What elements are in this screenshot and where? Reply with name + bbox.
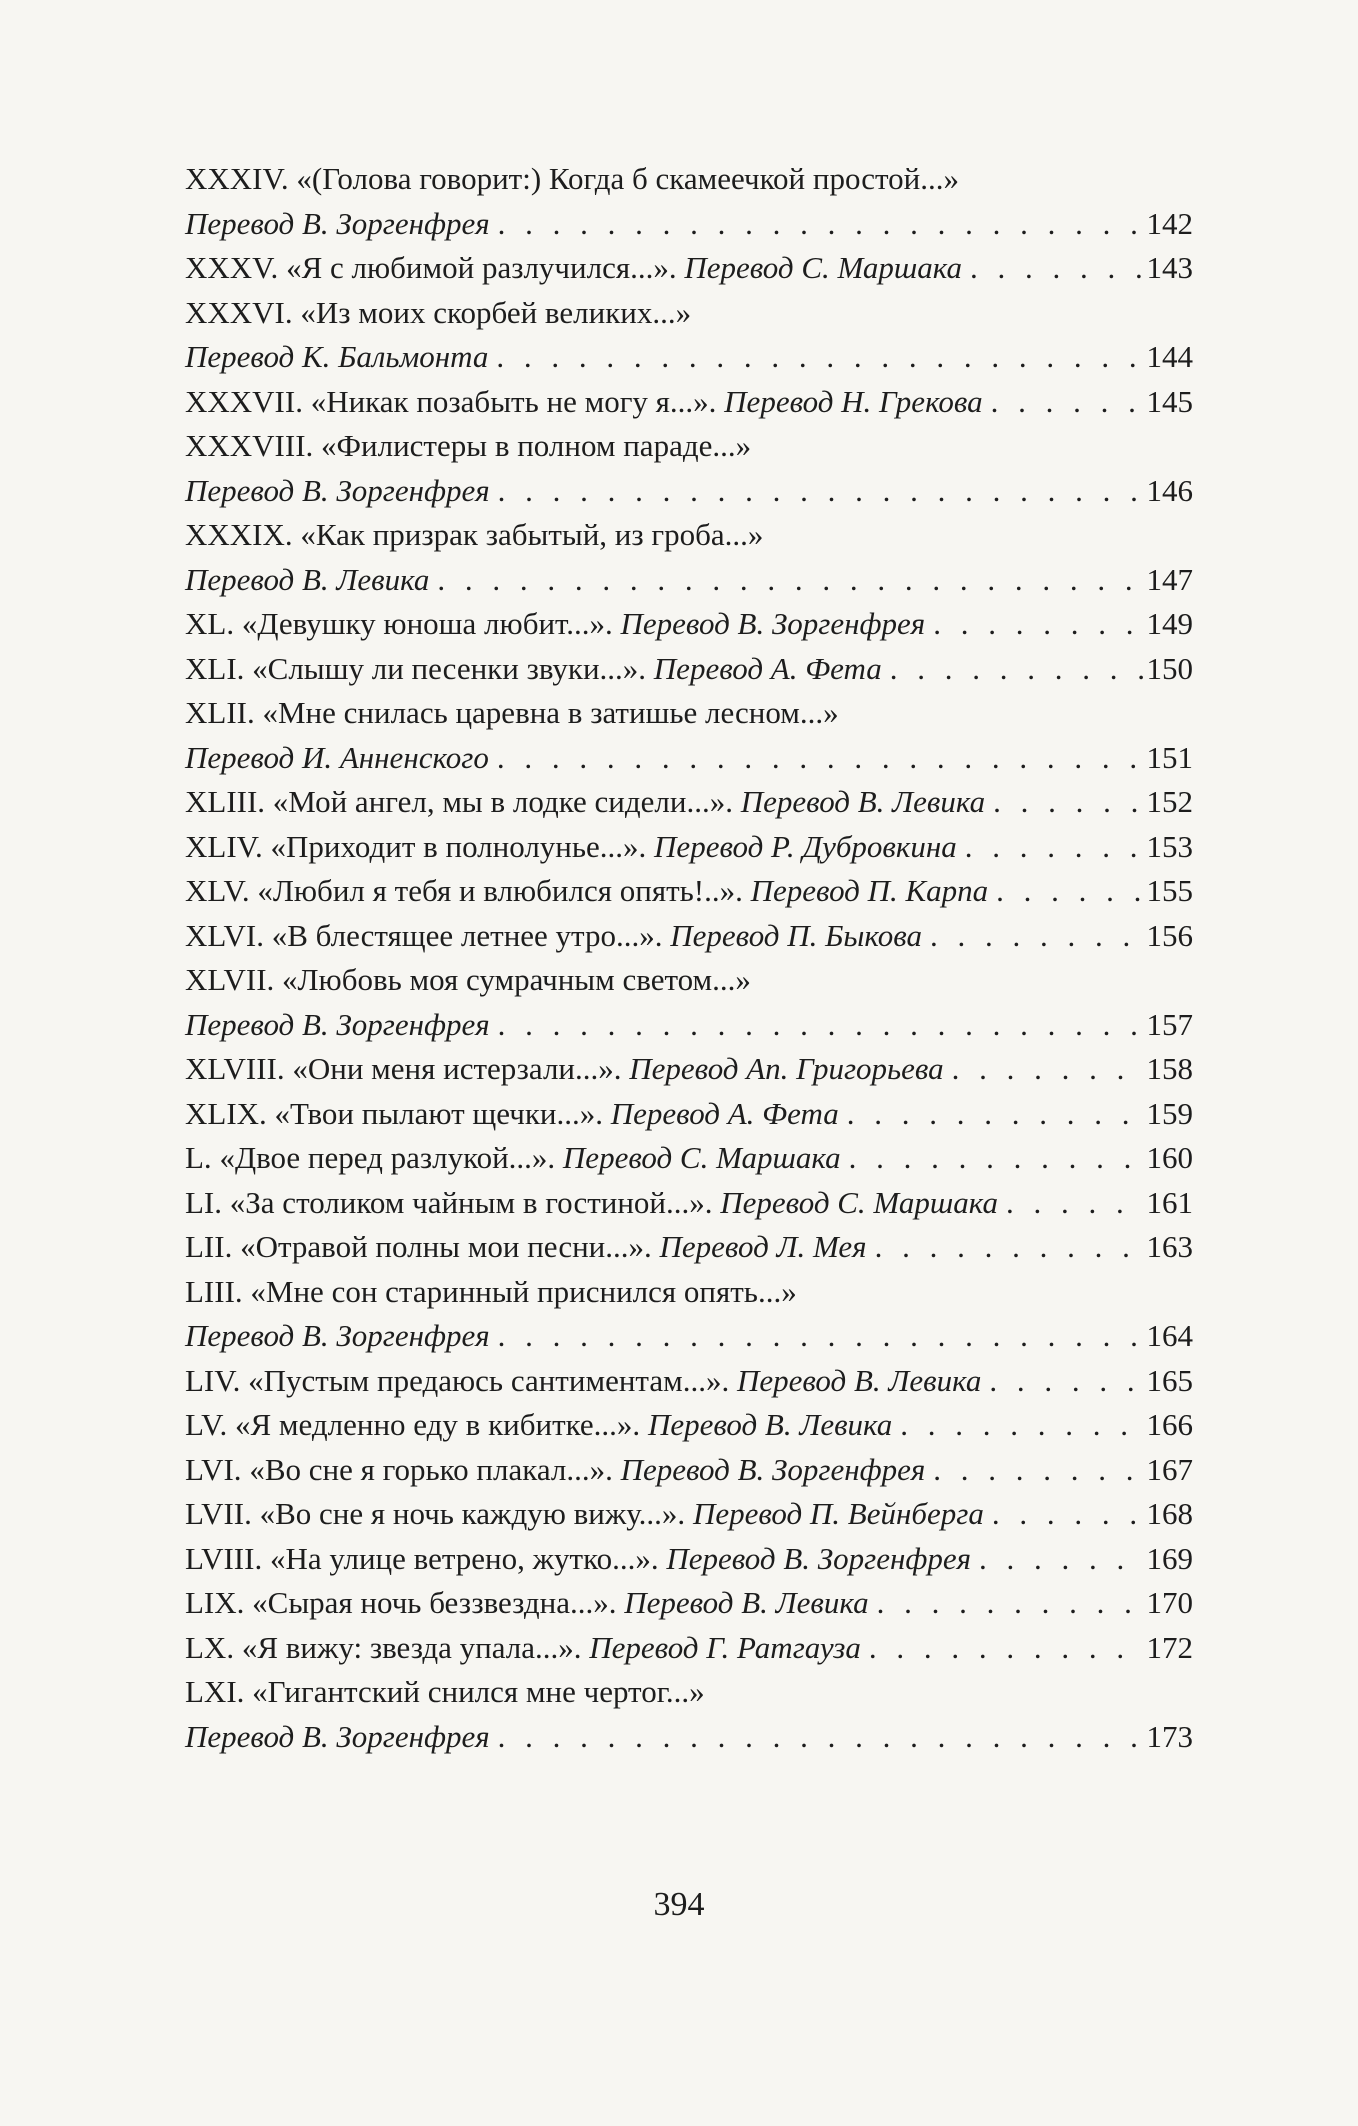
- toc-title: «Любил я тебя и влюбился опять!..».: [257, 873, 743, 908]
- toc-page-number: 142: [1146, 205, 1193, 241]
- toc-translator: Перевод В. Левика: [185, 561, 430, 597]
- toc-entry: [185, 1626, 1193, 1671]
- toc-heading: [185, 1626, 861, 1671]
- toc-title: «Никак позабыть не могу я...».: [310, 383, 717, 419]
- toc-translator: Перевод В. Зоргенфрея: [185, 1006, 490, 1042]
- toc-translator-line: [185, 1715, 490, 1760]
- toc-line: [185, 1314, 1193, 1359]
- toc-numeral: LIV.: [185, 1362, 241, 1398]
- toc-page-number: 164: [1146, 1318, 1193, 1353]
- toc-title: «Я вижу: звезда упала...».: [241, 1629, 582, 1665]
- toc-translator: Перевод В. Левика: [740, 784, 986, 819]
- toc-line: [185, 1403, 1193, 1448]
- toc-translator-line: [185, 736, 489, 781]
- toc-page-number: 166: [1146, 1407, 1193, 1442]
- toc-line: [185, 1047, 1193, 1092]
- page-number: 394: [653, 1886, 705, 1923]
- toc-title: «В блестящее летнее утро...».: [271, 917, 663, 953]
- toc-line: [185, 1181, 1193, 1226]
- toc-heading: [185, 1181, 998, 1226]
- toc-entry: [185, 513, 1193, 602]
- toc-heading: [185, 914, 922, 959]
- toc-translator: Перевод К. Бальмонта: [185, 339, 489, 374]
- toc-entry: [185, 602, 1193, 647]
- toc-translator: Перевод П. Быкова: [670, 917, 922, 953]
- toc-numeral: XLIX.: [185, 1095, 267, 1131]
- dot-leader: [498, 1715, 1143, 1760]
- toc-numeral: XL.: [185, 606, 235, 641]
- toc-line: [185, 1225, 1193, 1270]
- toc-title: «Слышу ли песенки звуки...».: [252, 650, 647, 686]
- toc-line: [185, 1270, 1193, 1315]
- toc-heading: [185, 246, 962, 291]
- dot-leader: [890, 647, 1143, 692]
- toc-numeral: XLII.: [185, 695, 255, 730]
- toc-title: «Мне снилась царевна в затишье лесном...»: [262, 695, 839, 730]
- toc-page-number: 151: [1146, 739, 1193, 775]
- dot-leader: [1006, 1181, 1143, 1226]
- toc-entry: [185, 1225, 1193, 1270]
- toc-line: [185, 1448, 1193, 1493]
- dot-leader: [900, 1403, 1142, 1448]
- toc-numeral: XLVII.: [185, 962, 275, 997]
- toc-page-number: 145: [1146, 383, 1193, 419]
- toc-page-number: 152: [1146, 784, 1193, 819]
- dot-leader: [497, 736, 1143, 781]
- dot-leader: [991, 380, 1143, 425]
- dot-leader: [496, 335, 1142, 380]
- toc-heading: [185, 691, 839, 736]
- toc-line: [185, 335, 1193, 380]
- toc-title: «Во сне я горько плакал...».: [249, 1451, 613, 1487]
- toc-page-number: 160: [1146, 1140, 1193, 1175]
- toc-title: «Приходит в полнолунье...».: [270, 828, 647, 864]
- toc-numeral: XLVI.: [185, 917, 264, 953]
- toc-entry: [185, 424, 1193, 513]
- toc-numeral: XXXVIII.: [185, 428, 314, 463]
- toc-heading: [185, 869, 988, 914]
- toc-translator-line: [185, 469, 490, 514]
- toc-heading: [185, 825, 957, 870]
- toc-entry: [185, 914, 1193, 959]
- toc-heading: [185, 1047, 944, 1092]
- toc-translator: Перевод П. Карпа: [750, 873, 989, 908]
- toc-title: «Любовь моя сумрачным светом...»: [282, 962, 751, 997]
- toc-line: [185, 825, 1193, 870]
- toc-numeral: XXXVII.: [185, 383, 303, 419]
- dot-leader: [875, 1225, 1143, 1270]
- toc-entry: [185, 246, 1193, 291]
- toc-numeral: L.: [185, 1140, 212, 1175]
- toc-line: [185, 780, 1193, 825]
- toc-translator: Перевод Г. Ратгауза: [589, 1629, 861, 1665]
- toc-numeral: XLI.: [185, 650, 245, 686]
- toc-line: [185, 1492, 1193, 1537]
- toc-title: «Из моих скорбей великих...»: [300, 294, 692, 330]
- toc-heading: [185, 513, 763, 558]
- toc-line: [185, 602, 1193, 647]
- toc-translator: Перевод В. Левика: [736, 1362, 982, 1398]
- toc-line: [185, 691, 1193, 736]
- toc-title: «Отравой полны мои песни...».: [240, 1229, 652, 1264]
- dot-leader: [996, 869, 1142, 914]
- toc-heading: [185, 424, 751, 469]
- toc-translator: Перевод В. Зоргенфрея: [620, 606, 926, 641]
- toc-entry: [185, 1670, 1193, 1759]
- toc-heading: [185, 1403, 892, 1448]
- toc-numeral: LIII.: [185, 1273, 243, 1309]
- toc-translator: Перевод Р. Дубровкина: [654, 828, 957, 864]
- toc-title: «Филистеры в полном параде...»: [321, 428, 752, 463]
- toc-translator: Перевод В. Зоргенфрея: [620, 1451, 926, 1487]
- toc-page-number: 172: [1146, 1629, 1193, 1665]
- toc-page-number: 173: [1146, 1718, 1193, 1754]
- toc-page-number: 146: [1146, 472, 1193, 508]
- toc-line: [185, 1003, 1193, 1048]
- toc-numeral: XLVIII.: [185, 1051, 285, 1086]
- toc-heading: [185, 1092, 839, 1137]
- toc-entry: [185, 291, 1193, 380]
- dot-leader: [979, 1537, 1142, 1582]
- toc-title: «Сырая ночь беззвездна...».: [252, 1585, 617, 1620]
- toc-line: [185, 380, 1193, 425]
- dot-leader: [877, 1581, 1143, 1626]
- toc-page-number: 149: [1146, 606, 1193, 641]
- dot-leader: [498, 202, 1143, 247]
- toc-entry: [185, 1136, 1193, 1181]
- toc-page-number: 156: [1146, 917, 1193, 953]
- toc-translator: Перевод Ап. Григорьева: [629, 1051, 944, 1086]
- toc-line: [185, 424, 1193, 469]
- toc-entry: [185, 825, 1193, 870]
- toc-translator: Перевод Н. Грекова: [724, 383, 983, 419]
- toc-heading: [185, 157, 959, 202]
- dot-leader: [847, 1092, 1143, 1137]
- toc-numeral: XXXIV.: [185, 161, 289, 196]
- toc-line: [185, 513, 1193, 558]
- toc-line: [185, 1670, 1193, 1715]
- toc-numeral: LVI.: [185, 1451, 242, 1487]
- toc-title: «Я с любимой разлучился...».: [286, 250, 677, 285]
- toc-page-number: 167: [1146, 1451, 1193, 1487]
- toc-line: [185, 469, 1193, 514]
- toc-title: «Во сне я ночь каждую вижу...».: [259, 1496, 686, 1531]
- dot-leader: [930, 914, 1143, 959]
- toc-heading: [185, 1670, 705, 1715]
- toc-line: [185, 914, 1193, 959]
- toc-translator-line: [185, 202, 490, 247]
- toc-title: «Твои пылают щечки...».: [274, 1095, 603, 1131]
- toc-heading: [185, 1136, 841, 1181]
- toc-entry: [185, 1047, 1193, 1092]
- toc-entry: [185, 869, 1193, 914]
- toc-translator: Перевод И. Анненского: [185, 739, 489, 775]
- toc-title: «(Голова говорит:) Когда б скамеечкой простой...»: [296, 161, 960, 196]
- table-of-contents: [185, 157, 1193, 1759]
- toc-translator-line: [185, 1314, 490, 1359]
- dot-leader: [965, 825, 1143, 870]
- toc-numeral: XLV.: [185, 873, 250, 908]
- toc-line: [185, 1537, 1193, 1582]
- toc-line: [185, 291, 1193, 336]
- dot-leader: [869, 1626, 1143, 1671]
- dot-leader: [849, 1136, 1143, 1181]
- toc-entry: [185, 1403, 1193, 1448]
- toc-line: [185, 958, 1193, 1003]
- toc-numeral: XXXV.: [185, 250, 279, 285]
- toc-page-number: 155: [1146, 873, 1193, 908]
- toc-line: [185, 1136, 1193, 1181]
- toc-page-number: 158: [1146, 1051, 1193, 1086]
- toc-entry: [185, 1181, 1193, 1226]
- toc-translator: Перевод В. Зоргенфрея: [185, 1718, 490, 1754]
- toc-line: [185, 1359, 1193, 1404]
- toc-heading: [185, 1225, 867, 1270]
- toc-numeral: LV.: [185, 1407, 228, 1442]
- toc-entry: [185, 1537, 1193, 1582]
- toc-heading: [185, 1359, 981, 1404]
- toc-numeral: LI.: [185, 1184, 223, 1220]
- toc-heading: [185, 1581, 869, 1626]
- toc-translator: Перевод А. Фета: [653, 650, 882, 686]
- toc-translator: Перевод В. Зоргенфрея: [666, 1540, 972, 1576]
- toc-line: [185, 1626, 1193, 1671]
- toc-line: [185, 647, 1193, 692]
- toc-line: [185, 869, 1193, 914]
- toc-title: «Они меня истерзали...».: [292, 1051, 622, 1086]
- toc-page-number: 157: [1146, 1006, 1193, 1042]
- toc-title: «Двое перед разлукой...».: [219, 1140, 556, 1175]
- toc-line: [185, 1581, 1193, 1626]
- toc-title: «Мне сон старинный приснился опять...»: [250, 1273, 797, 1309]
- toc-heading: [185, 958, 751, 1003]
- toc-line: [185, 246, 1193, 291]
- toc-numeral: XXXVI.: [185, 294, 293, 330]
- toc-entry: [185, 691, 1193, 780]
- toc-entry: [185, 1092, 1193, 1137]
- toc-page-number: 168: [1146, 1496, 1193, 1531]
- toc-line: [185, 1715, 1193, 1760]
- toc-title: «На улице ветрено, жутко...».: [269, 1540, 659, 1576]
- toc-numeral: XLIV.: [185, 828, 263, 864]
- toc-numeral: LVII.: [185, 1496, 252, 1531]
- toc-heading: [185, 602, 925, 647]
- dot-leader: [498, 1003, 1143, 1048]
- dot-leader: [498, 469, 1143, 514]
- toc-page-number: 144: [1146, 339, 1193, 374]
- dot-leader: [437, 558, 1142, 603]
- toc-translator: Перевод В. Левика: [647, 1407, 893, 1442]
- toc-numeral: XXXIX.: [185, 517, 293, 552]
- dot-leader: [992, 1492, 1143, 1537]
- toc-translator: Перевод П. Вейнберга: [692, 1496, 984, 1531]
- toc-line: [185, 1092, 1193, 1137]
- toc-heading: [185, 1270, 797, 1315]
- toc-page-number: 159: [1146, 1095, 1193, 1131]
- toc-heading: [185, 647, 882, 692]
- toc-numeral: LVIII.: [185, 1540, 263, 1576]
- dot-leader: [970, 246, 1142, 291]
- toc-translator: Перевод С. Маршака: [684, 250, 963, 285]
- toc-translator: Перевод С. Маршака: [720, 1184, 998, 1220]
- toc-heading: [185, 780, 985, 825]
- toc-heading: [185, 1448, 925, 1493]
- dot-leader: [952, 1047, 1143, 1092]
- dot-leader: [989, 1359, 1142, 1404]
- toc-entry: [185, 380, 1193, 425]
- toc-title: «За столиком чайным в гостиной...».: [229, 1184, 713, 1220]
- toc-entry: [185, 1581, 1193, 1626]
- toc-title: «Мой ангел, мы в лодке сидели...».: [272, 784, 733, 819]
- toc-translator: Перевод А. Фета: [610, 1095, 839, 1131]
- toc-numeral: LXI.: [185, 1674, 245, 1709]
- toc-numeral: LII.: [185, 1229, 233, 1264]
- dot-leader: [498, 1314, 1143, 1359]
- toc-entry: [185, 157, 1193, 246]
- toc-translator: Перевод В. Левика: [624, 1585, 869, 1620]
- toc-numeral: XLIII.: [185, 784, 266, 819]
- toc-entry: [185, 1448, 1193, 1493]
- toc-page-number: 169: [1146, 1540, 1193, 1576]
- toc-entry: [185, 1270, 1193, 1359]
- toc-line: [185, 736, 1193, 781]
- toc-numeral: LIX.: [185, 1585, 245, 1620]
- toc-translator: Перевод Л. Мея: [659, 1229, 867, 1264]
- toc-title: «Гигантский снился мне чертог...»: [252, 1674, 705, 1709]
- toc-translator-line: [185, 335, 488, 380]
- toc-heading: [185, 291, 691, 336]
- toc-heading: [185, 380, 983, 425]
- toc-title: «Как призрак забытый, из гроба...»: [300, 517, 764, 552]
- toc-entry: [185, 1359, 1193, 1404]
- toc-entry: [185, 780, 1193, 825]
- toc-translator: Перевод В. Зоргенфрея: [185, 472, 490, 508]
- toc-heading: [185, 1492, 984, 1537]
- toc-numeral: LX.: [185, 1629, 235, 1665]
- toc-title: «Девушку юноша любит...».: [241, 606, 613, 641]
- toc-title: «Я медленно еду в кибитке...».: [234, 1407, 641, 1442]
- toc-page-number: 165: [1146, 1362, 1193, 1398]
- dot-leader: [933, 1448, 1142, 1493]
- toc-line: [185, 202, 1193, 247]
- toc-page-number: 153: [1146, 828, 1193, 864]
- toc-translator-line: [185, 558, 429, 603]
- toc-page-number: 163: [1146, 1229, 1193, 1264]
- toc-heading: [185, 1537, 971, 1582]
- toc-page-number: 150: [1146, 650, 1193, 686]
- toc-line: [185, 558, 1193, 603]
- toc-title: «Пустым предаюсь сантиментам...».: [248, 1362, 730, 1398]
- toc-page-number: 170: [1146, 1585, 1193, 1620]
- toc-line: [185, 157, 1193, 202]
- toc-entry: [185, 958, 1193, 1047]
- toc-translator: Перевод С. Маршака: [562, 1140, 841, 1175]
- dot-leader: [933, 602, 1142, 647]
- toc-translator: Перевод В. Зоргенфрея: [185, 1318, 490, 1353]
- dot-leader: [993, 780, 1142, 825]
- toc-page-number: 161: [1146, 1184, 1193, 1220]
- toc-translator: Перевод В. Зоргенфрея: [185, 205, 490, 241]
- toc-page-number: 143: [1146, 250, 1193, 285]
- toc-page-number: 147: [1146, 561, 1193, 597]
- toc-entry: [185, 647, 1193, 692]
- toc-translator-line: [185, 1003, 490, 1048]
- toc-entry: [185, 1492, 1193, 1537]
